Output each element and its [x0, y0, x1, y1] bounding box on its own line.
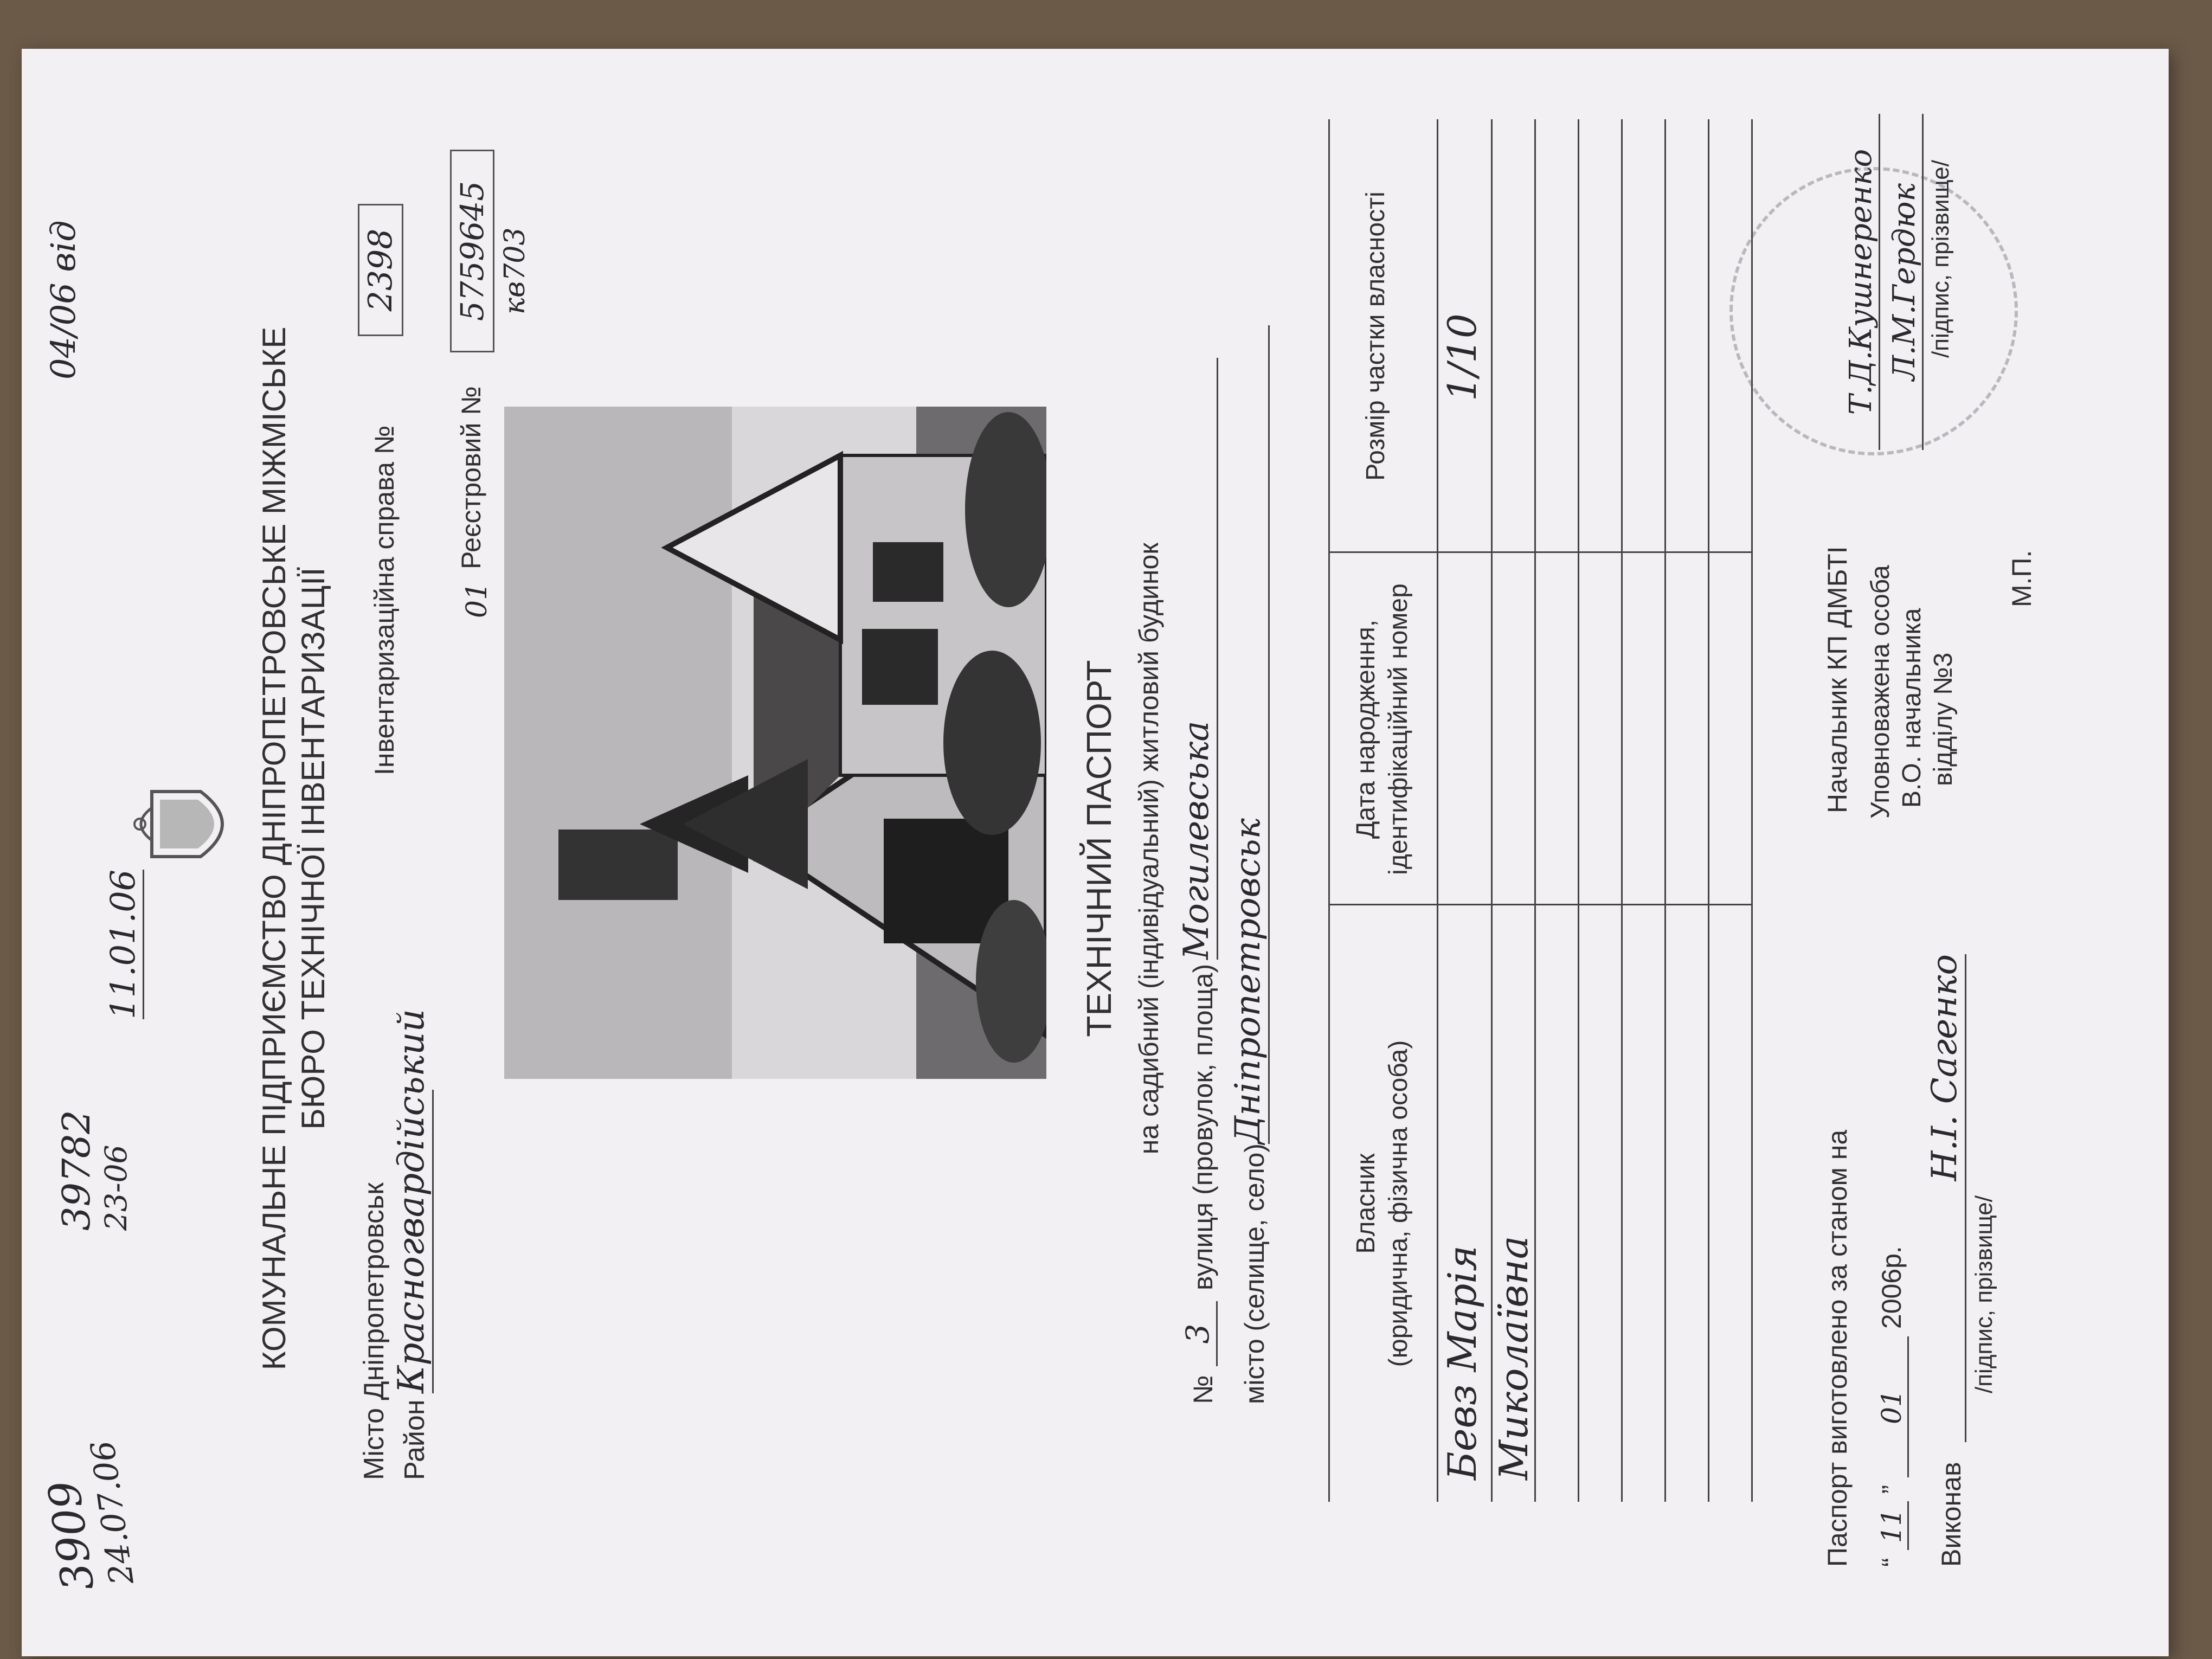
- prepared-month: 01: [1876, 1336, 1909, 1477]
- coat-of-arms-emblem: [130, 775, 249, 873]
- registry-note: кв703: [499, 227, 531, 314]
- prepared-label: Паспорт виготовлено за станом на: [1822, 1129, 1853, 1567]
- registry-prefix: 01: [461, 582, 493, 618]
- official-stamp: [1729, 167, 2018, 455]
- margin-note-left: 3909 24.07.06: [38, 1438, 142, 1594]
- chief-signature-caption: /підпис, прізвище/: [1927, 160, 1954, 358]
- margin-note-date: 11.01.06: [103, 870, 144, 1019]
- executor-signature-caption: /підпис, прізвище/: [1971, 1195, 1997, 1393]
- inventory-case-value: 2398: [358, 204, 403, 336]
- address-number-label: №: [1188, 1375, 1218, 1404]
- owner-name-line-2: Миколаївна: [1491, 1236, 1536, 1480]
- header-share: Розмір частки власності: [1361, 191, 1390, 481]
- district-label: Район: [399, 1399, 430, 1480]
- passport-subtitle: на садибний (індивідуальний) житловий будинок: [1134, 542, 1164, 1155]
- chief-name-2: Л.М.Гердюк: [1887, 114, 1924, 450]
- executor-name: Н.І. Сагенко: [1925, 954, 1966, 1442]
- org-line-2: БЮРО ТЕХНІЧНОЇ ІНВЕНТАРИЗАЦІЇ: [295, 567, 331, 1130]
- org-line-1: КОМУНАЛЬНЕ ПІДПРИЄМСТВО ДНІПРОПЕТРОВСЬКЕ МІЖМІСЬКЕ: [256, 326, 292, 1371]
- authorized-line-2: В.О. начальника: [1898, 608, 1926, 808]
- header-owner: Власник (юридична, фізична особа): [1352, 1040, 1413, 1367]
- inventory-case-label: Інвентаризаційна справа №: [369, 425, 400, 775]
- owners-table: [1328, 114, 1751, 1502]
- prepared-day: 11: [1876, 1501, 1909, 1550]
- street-label: вулиця (провулок, площа): [1188, 963, 1218, 1290]
- owner-share: 1/10: [1439, 313, 1485, 401]
- street-value: Могилевська: [1176, 358, 1218, 960]
- stamp-label: М.П.: [2007, 550, 2037, 607]
- authorized-line-1: Уповноважена особа: [1866, 565, 1895, 819]
- city-label: Місто Дніпропетровськ: [358, 1182, 390, 1480]
- authorized-line-3: відділу №3: [1929, 652, 1958, 786]
- header-birthdate: Дата народження, ідентифікаційний номер: [1352, 583, 1413, 875]
- district-value: Красногвардійський: [390, 1090, 434, 1393]
- margin-note-right: 04/06 від: [43, 220, 83, 380]
- executor-label: Виконав: [1936, 1462, 1966, 1567]
- authorized-person: [1865, 565, 1959, 819]
- margin-note-mid: 39782 23-06: [54, 1110, 133, 1231]
- chief-label: Начальник КП ДМБТІ: [1822, 546, 1853, 813]
- technical-passport: [22, 76, 2169, 1621]
- address-number-value: 3: [1179, 1301, 1218, 1366]
- owner-name-line-1: Бевз Марія: [1439, 1245, 1485, 1480]
- passport-title: ТЕХНІЧНИЙ ПАСПОРТ: [1079, 660, 1118, 1037]
- prepared-year: 2006р.: [1876, 1246, 1907, 1329]
- prepared-date: “ 11 ” 01 2006р.: [1876, 1246, 1909, 1567]
- house-illustration: [504, 407, 1046, 1079]
- registry-label: Реєстровий №: [456, 386, 486, 569]
- registry-value: 5759645: [450, 150, 494, 352]
- settlement-value: Дніпропетровськ: [1228, 325, 1270, 1144]
- chief-name-1: Т.Д.Кушнеренко: [1843, 114, 1880, 450]
- settlement-label: місто (селище, село): [1239, 1143, 1270, 1404]
- organization-header: [255, 76, 333, 1621]
